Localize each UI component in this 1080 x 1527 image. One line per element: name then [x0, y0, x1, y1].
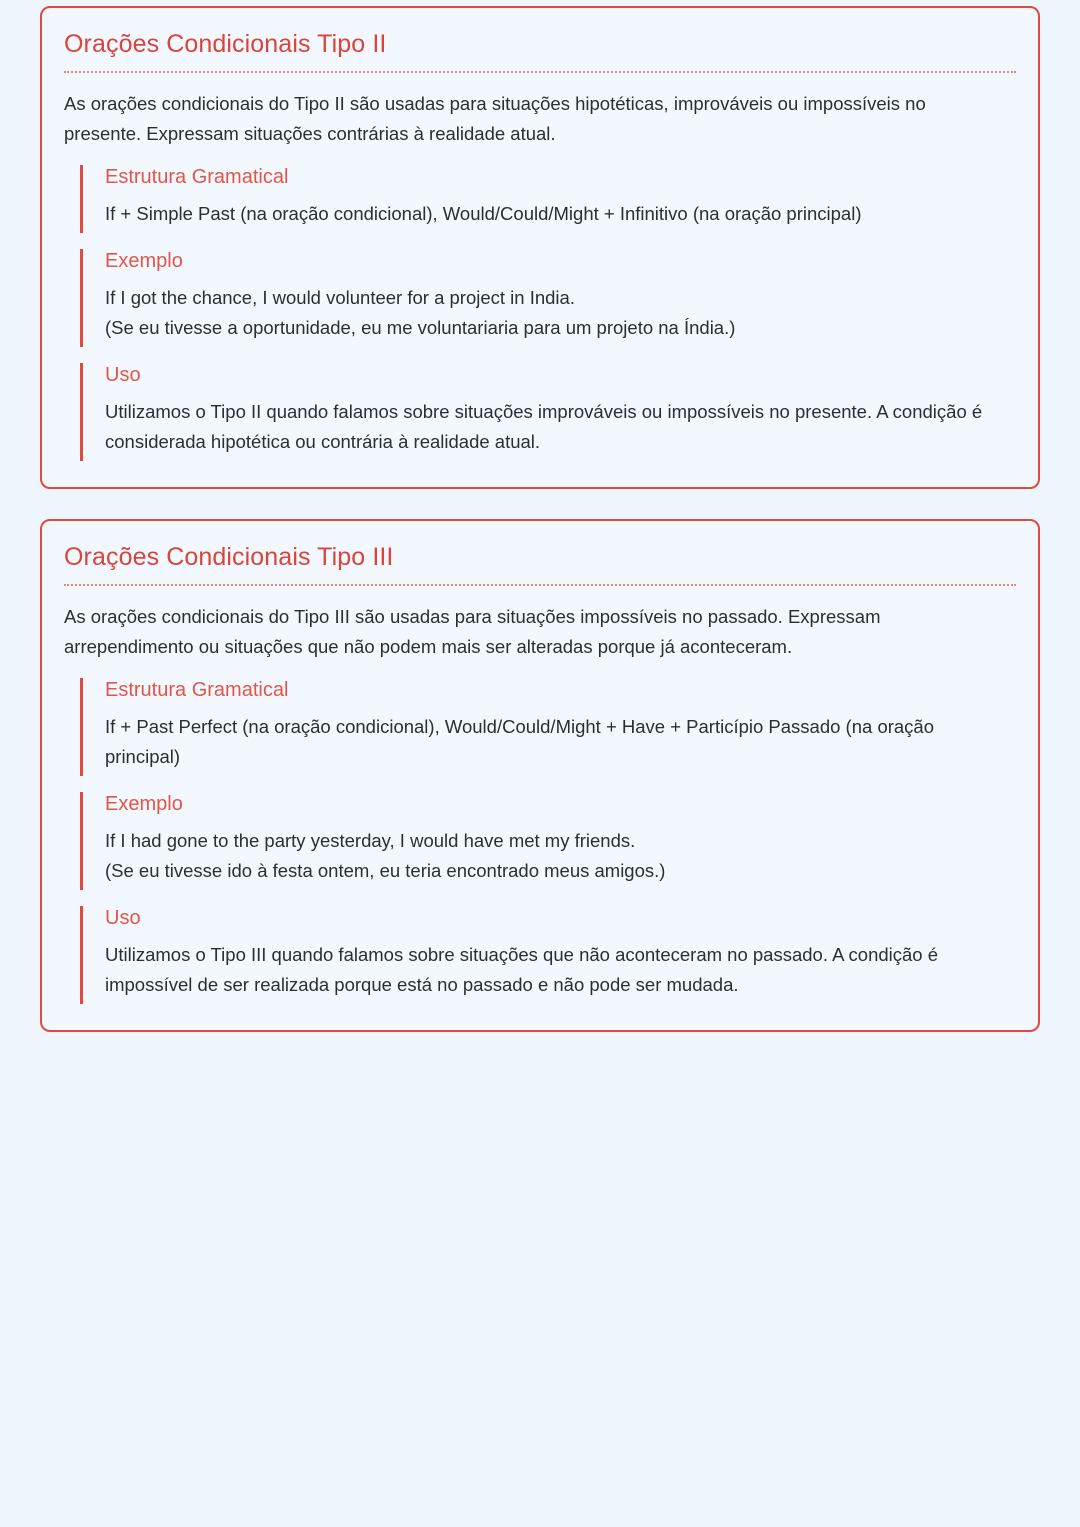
section-usage: [80, 363, 1016, 461]
section-grammar-structure: [80, 165, 1016, 233]
section-label: Uso: [105, 906, 141, 929]
section-line: Utilizamos o Tipo III quando falamos sobre situações que não aconteceram no passado. A condição é impossível de ser realizada porque está no passado e não pode ser mudada.: [105, 943, 939, 995]
section-body: [105, 283, 1005, 343]
section-line: If + Simple Past (na oração condicional), Would/Could/Might + Infinitivo (na oração principal): [105, 202, 862, 224]
section-body: [105, 199, 1005, 229]
card-title: Orações Condicionais Tipo II: [64, 30, 387, 58]
section-example: [80, 249, 1016, 347]
section-line-translation: (Se eu tivesse ido à festa ontem, eu teria encontrado meus amigos.): [105, 859, 666, 881]
section-line: If I got the chance, I would volunteer for a project in India.: [105, 286, 575, 308]
card-conditional-type-3: [40, 519, 1040, 1032]
section-body: [105, 940, 1005, 1000]
section-line: If + Past Perfect (na oração condicional), Would/Could/Might + Have + Particípio Passado (na oração principal): [105, 715, 935, 767]
section-body: [105, 397, 1005, 457]
title-divider: [64, 71, 1016, 73]
card-title: Orações Condicionais Tipo III: [64, 542, 394, 571]
section-label: Exemplo: [105, 249, 183, 272]
section-label: Uso: [105, 363, 141, 386]
section-line-translation: (Se eu tivesse a oportunidade, eu me voluntariaria para um projeto na Índia.): [105, 316, 736, 338]
section-line: Utilizamos o Tipo II quando falamos sobre situações improváveis ou impossíveis no presente. A condição é considerada hipotética ou contrária à realidade atual.: [105, 400, 983, 452]
title-divider: [64, 584, 1016, 586]
section-body: [105, 712, 1005, 772]
section-body: [105, 826, 1005, 886]
section-label: Estrutura Gramatical: [105, 165, 289, 188]
card-conditional-type-2: [40, 6, 1040, 489]
section-usage: [80, 906, 1016, 1004]
section-example: [80, 792, 1016, 890]
card-intro: As orações condicionais do Tipo II são usadas para situações hipotéticas, improváveis ou impossíveis no presente. Expressam situações contrárias à realidade atual.: [64, 93, 926, 144]
section-line: If I had gone to the party yesterday, I would have met my friends.: [105, 829, 636, 851]
section-label: Exemplo: [105, 792, 183, 815]
card-intro: As orações condicionais do Tipo III são usadas para situações impossíveis no passado. Expressam arrependimento ou situações que não podem mais ser alteradas porque já aconteceram.: [64, 605, 881, 657]
section-label: Estrutura Gramatical: [105, 678, 289, 701]
section-grammar-structure: [80, 678, 1016, 776]
